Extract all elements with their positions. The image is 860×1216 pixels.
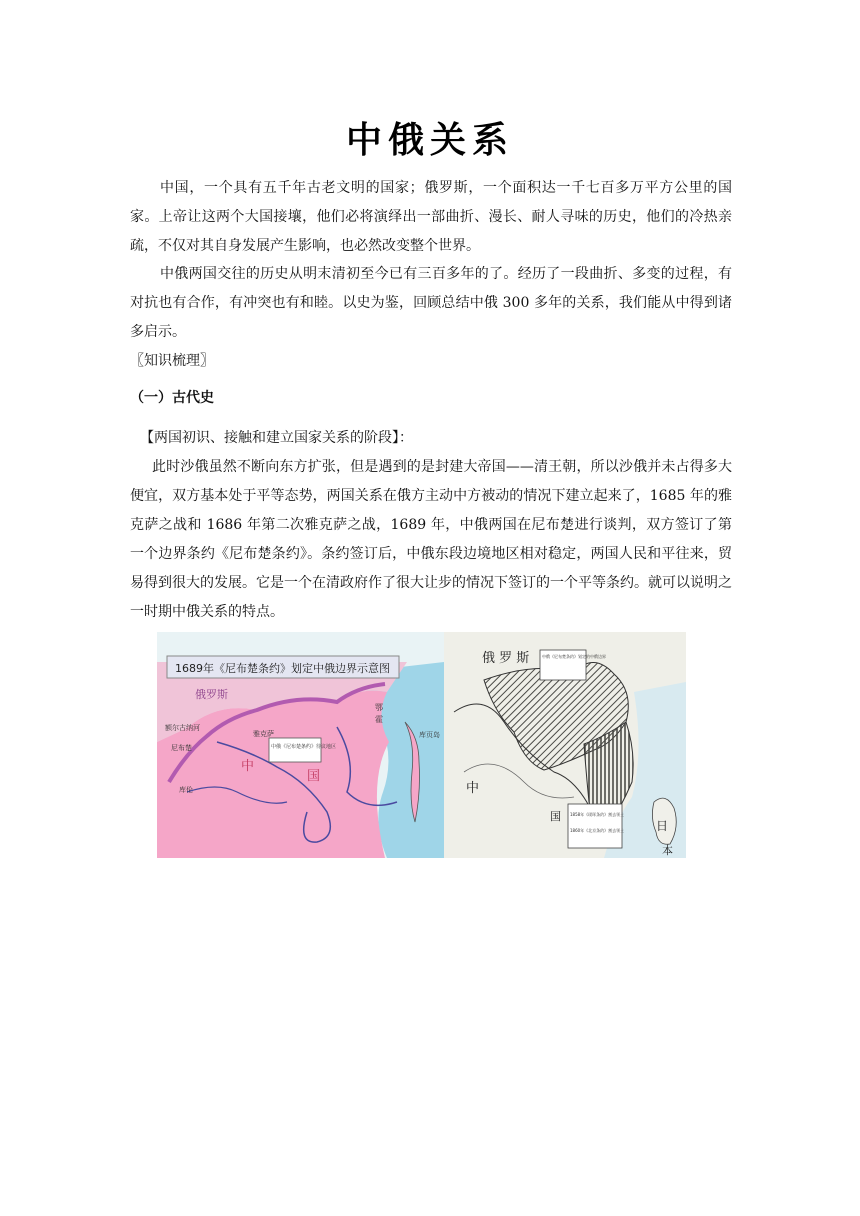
map2-legend-1: 中俄《尼布楚条约》划定的中俄边界 (542, 654, 606, 659)
nerchinsk-treaty-map (157, 632, 444, 858)
section-label: 〖知识梳理〗 (130, 353, 214, 369)
map2-legend-2: 1858年《瑷珲条约》割去领土 (570, 812, 625, 817)
ceded-territory-map (444, 632, 686, 858)
map1-china-label-2: 国 (307, 769, 321, 784)
map1-sea-label-1: 鄂 (375, 703, 383, 712)
intro-paragraph-2: 中俄两国交往的历史从明末清初至今已有三百多年的了。经历了一段曲折、多变的过程，有对抗也有合作，有冲突也有和睦。以史为鉴，回顾总结中俄 300 多年的关系，我们能从中得到诸多启示。 (130, 266, 732, 340)
map1-china-label-1: 中 (241, 759, 255, 774)
map1-caption: 1689年《尼布楚条约》划定中俄边界示意图 (175, 662, 390, 675)
map1-legend-box (269, 738, 321, 762)
map1-yakesa-label: 雅克萨 (253, 730, 274, 738)
page-title: 中俄关系 (345, 120, 514, 161)
stage-paragraph: 此时沙俄虽然不断向东方扩张，但是遇到的是封建大帝国——清王朝，所以沙俄并未占得多大便宜，双方基本处于平等态势，两国关系在俄方主动中方被动的情况下建立起来了，1685 年的雅克萨之战和 1686 年第二次雅克萨之战，1689 年，中俄两国在尼布楚进行谈判，双方签订了第一个边界条约《尼布楚条约》。条约签订后，中俄东段边境地区相对稳定，两国人民和平往来，贸易得到很大的发展。它是一个在清政府作了很大让步的情况下签订的一个平等条约。就可以说明之一时期中俄关系的特点。 (130, 459, 732, 620)
map2-russia-label: 俄 罗 斯 (482, 651, 530, 666)
map1-sea-label-2: 霍 (375, 715, 383, 724)
map1-legend: 中俄《尼布楚条约》待议地区 (271, 744, 337, 750)
map2-japan-label-2: 本 (662, 844, 673, 857)
map1-russia-label: 俄罗斯 (195, 688, 228, 701)
map1-ergun-label: 额尔古纳河 (165, 724, 200, 732)
subsection-heading: （一）古代史 (130, 390, 214, 406)
map1-island-label: 库页岛 (419, 731, 440, 739)
map2-china-label: 中 (466, 781, 480, 796)
map1-kulun-label: 库伦 (179, 786, 193, 794)
stage-heading: 【两国初识、接触和建立国家关系的阶段】： (140, 430, 413, 446)
intro-paragraph-1: 中国，一个具有五千年古老文明的国家；俄罗斯，一个面积达一千七百多万平方公里的国家。上帝让这两个大国接壤，他们必将演绎出一部曲折、漫长、耐人寻味的历史，他们的冷热亲疏，不仅对其自身发展产生影响，也必然改变整个世界。 (130, 180, 732, 254)
map2-japan-label: 日 (656, 819, 669, 833)
map2-legend-box-2 (568, 804, 625, 848)
map1-nerchinsk-label: 尼布楚 (171, 744, 192, 752)
map2-china-label-2: 国 (550, 810, 561, 823)
map-figures (157, 632, 686, 858)
map2-legend-3: 1860年《北京条约》割去领土 (570, 828, 625, 833)
